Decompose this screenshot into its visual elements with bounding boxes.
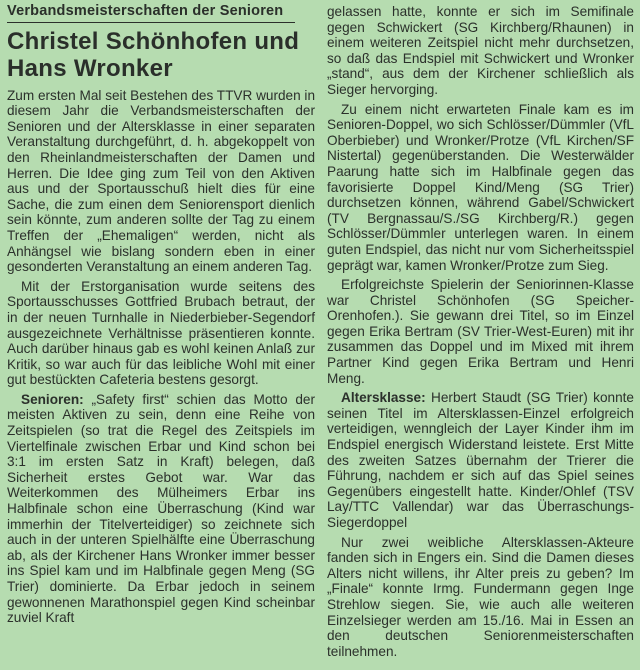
paragraph-text: Zu einem nicht erwarteten Finale kam es im Senioren-Doppel, wo sich Schlösser/Dümmler (VfL Oberbieber) und Wronker/Protze (VfL Kirchen/SF Nistertal) gegenüberstanden. Die Westerwälder Paarung hatte sich im Halbfinale gegen das favorisierte Doppel Kind/Meng (SG Trier) durchsetzen können, während Gabel/Schwickert (TV Bergnassau/S./SG Kirchberg/R.) gegen Schlösser/Dümmler unterlegen waren. In einem guten Endspiel, das nicht nur vom Sicherheitsspiel geprägt war, kamen Wronker/Protze zum Sieg. xyxy=(327,101,634,273)
paragraph-damen-altersklasse xyxy=(327,535,634,660)
left-column xyxy=(7,0,315,626)
paragraph-text: „Safety first“ schien das Motto der meisten Aktiven zu sein, denn eine Reihe von Zeitspielen (so trat die Regel des Zeitspiels im Viertelfinale zwischen Erbar und Kind schon bei 3:1 im ersten Satz in Kraft) belegen, daß Sicherheit erstes Gebot war. War das Weiterkommen des Mülheimers Erbar ins Halbfinale schon eine Überraschung (Kind war immerhin der Titelverteidiger) so zeichnete sich auch in der unteren Spielhälfte eine Überraschung ab, als der Kirchener Hans Wronker immer besser ins Spiel kam und im Halbfinale gegen Meng (SG Trier) dominierte. Da Erbar jedoch in seinem gewonnenen Marathonspiel gegen Kind scheinbar zuviel Kraft xyxy=(7,391,315,626)
paragraph-continued xyxy=(327,4,634,98)
paragraph-intro xyxy=(7,88,315,275)
right-column xyxy=(327,4,634,659)
paragraph-lead: Senioren: xyxy=(21,391,84,407)
paragraph-seniorinnen xyxy=(327,277,634,386)
paragraph-text: Mit der Erstorganisation wurde seitens des Sportausschusses Gottfried Brubach betraut, der in der neuen Turnhalle in Niederbieber-Segendorf ausgezeichnete Verhältnisse präsentieren konnte. Auch darüber hinaus gab es wohl keinen Anlaß zur Kritik, so war auch für das leibliche Wohl mit einer gut bestückten Cafeteria bestens gesorgt. xyxy=(7,278,315,388)
paragraph-organisation xyxy=(7,279,315,388)
paragraph-altersklasse xyxy=(327,390,634,530)
paragraph-text: gelassen hatte, konnte er sich im Semifinale gegen Schwickert (SG Kirchberg/Rhaunen) in einem weiteren Zeitspiel nicht mehr durchsetzen, so daß das Endspiel mit Schwickert und Wronker „stand“, aus dem der Kirchener schließlich als Sieger hervorging. xyxy=(327,4,634,97)
article-headline: Christel Schönhofen und Hans Wronker xyxy=(7,27,300,82)
paragraph-text: Nur zwei weibliche Altersklassen-Akteure fanden sich in Engers ein. Sind die Damen dieses Alters nicht willens, ihr Alter preis zu geben? Im „Finale“ konnte Irmg. Fundermann gegen Inge Strehlow siegen. Sie, wie auch alle weiteren Einzelsieger werden am 15./16. Mai in Essen an den deutschen Seniorenmeisterschaften teilnehmen. xyxy=(327,534,634,659)
paragraph-doppel xyxy=(327,102,634,274)
article-kicker: Verbandsmeisterschaften der Senioren xyxy=(7,0,295,23)
paragraph-senioren xyxy=(7,392,315,626)
paragraph-text: Erfolgreichste Spielerin der Seniorinnen-Klasse war Christel Schönhofen (SG Speicher-Orenhofen.). Sie gewann drei Titel, so im Einzel gegen Erika Bertram (SV Trier-West-Euren) mit ihr zusammen das Doppel und im Mixed mit ihrem Partner Kind gegen Erika Bertram und Henri Meng. xyxy=(327,277,634,386)
paragraph-lead: Altersklasse: xyxy=(341,390,426,406)
paragraph-text: Zum ersten Mal seit Bestehen des TTVR wurden in diesem Jahr die Verbandsmeisterschaften der Senioren und der Altersklasse in einer separaten Veranstaltung durchgeführt, d. h. abgekoppelt von den Rheinlandmeisterschaften der Damen und Herren. Die Idee ging zum Teil von den Aktiven aus und der Sportausschuß hielt dies für eine Sache, die zum einen dem Seniorensport dienlich sein könnte, zum anderen sollte der Tag zu einem Treffen der „Ehemaligen“ werden, nicht als Anhängsel wie bislang sondern eben in einer gesonderten Veranstaltung an einem anderen Tag. xyxy=(7,87,316,275)
paragraph-text: Herbert Staudt (SG Trier) konnte seinen Titel im Altersklassen-Einzel erfolgreich verteidigen, wenngleich der Layer Kinder ihm im Endspiel energisch Widerstand leistete. Erst Mitte des zweiten Satzes übernahm der Trierer die Führung, nachdem er sich auf das Spiel seines Gegenübers eingestellt hatte. Kinder/Ohlef (TSV Lay/TTC Vallendar) war das Überraschungs-Siegerdoppel xyxy=(327,390,634,530)
